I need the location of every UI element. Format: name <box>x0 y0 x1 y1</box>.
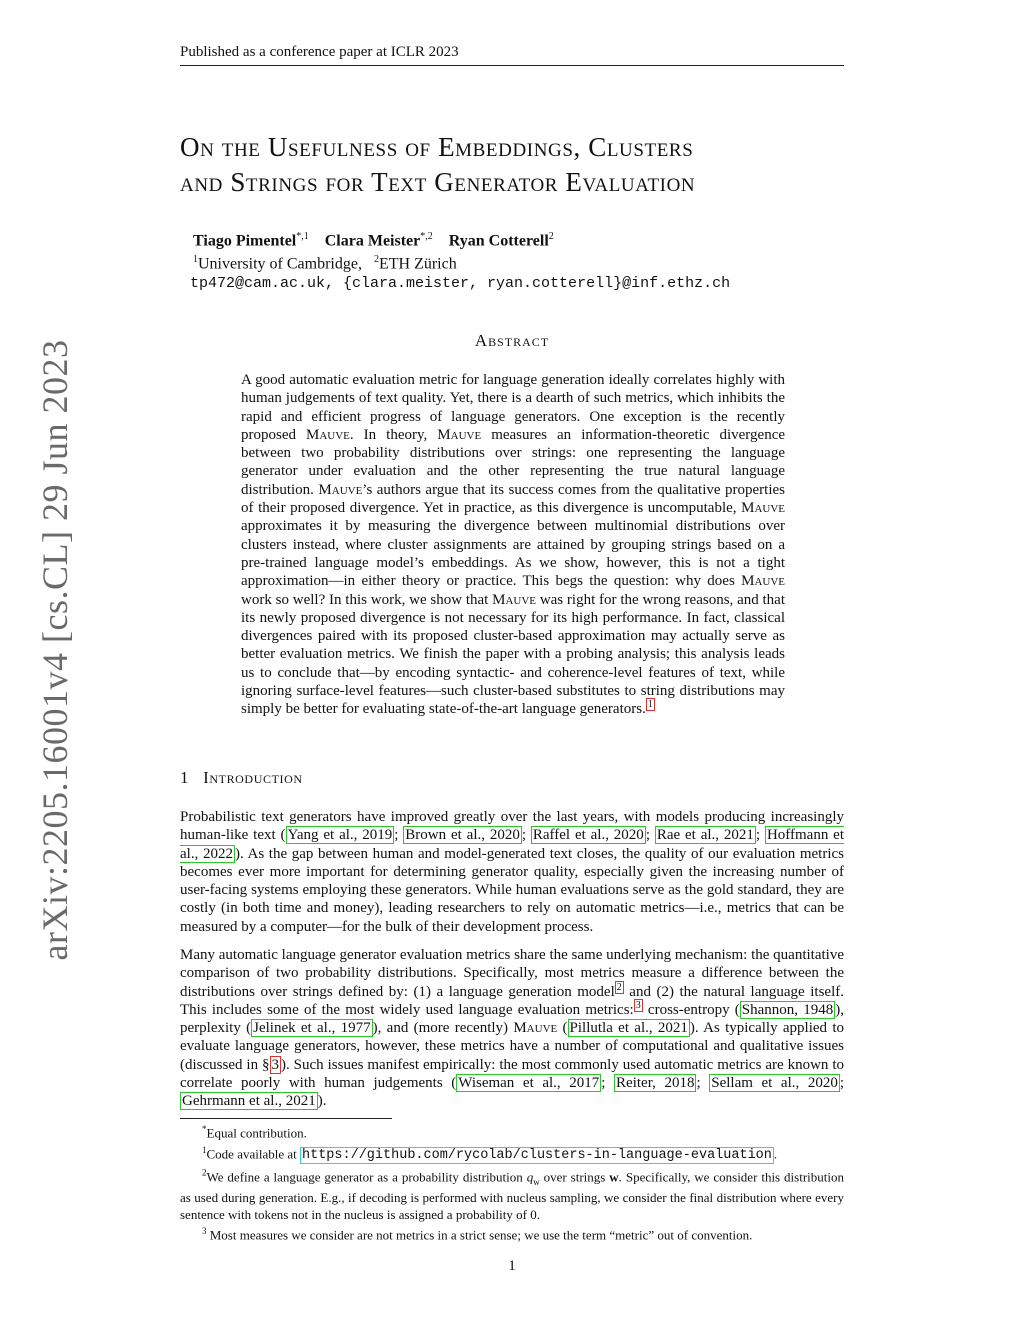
affiliation-2: ETH Zürich <box>378 255 457 273</box>
code-url-link[interactable]: https://github.com/rycolab/clusters-in-language-evaluation <box>302 1148 772 1164</box>
footnote-3 <box>180 1223 844 1244</box>
footnote-text: . <box>773 1146 778 1162</box>
footnote-text: Most measures we consider are not metrics in a strict sense; we use the term “metric” out of convention. <box>206 1227 753 1243</box>
footnote-2 <box>180 1165 844 1223</box>
footnote-link-3[interactable]: 3 <box>635 999 641 1011</box>
text-segment: and (2) the natural language itself. This includes some of the most widely used language evaluation metrics: <box>180 983 844 1018</box>
abstract-segment: was right for the wrong reasons, and that its newly proposed divergence is not necessary for its high performance. In fact, classical divergences paired with its proposed cluster-based approximation may actually serve as better evaluation metrics. We finish the paper with a probing analysis; this analysis leads us to conclude that—by encoding syntactic- and coherence-level features of text, while ignoring surface-level features—such cluster-based substitutes to string distributions may simply be better for evaluating state-of-the-art language generators. <box>241 591 786 718</box>
section-heading-introduction <box>180 768 303 788</box>
citation-separator: ; <box>521 827 531 844</box>
footnotes <box>180 1121 844 1244</box>
text-segment: ). As typically applied to evaluate language generators, however, these metrics have a number of computational and qualitative issues (discussed in § <box>180 1020 844 1073</box>
author-block <box>190 227 731 293</box>
footnote-link-2[interactable]: 2 <box>616 981 622 993</box>
citation-link[interactable]: Hoffmann et al., 2022 <box>180 827 844 862</box>
text-segment: ), perplexity ( <box>180 1001 845 1037</box>
citation-link[interactable]: Pillutla et al., 2021 <box>569 1020 688 1037</box>
citation-link[interactable]: Raffel et al., 2020 <box>532 827 644 844</box>
affiliation-mark: 2 <box>373 254 379 266</box>
author-names <box>193 227 730 250</box>
paper-title <box>180 130 860 200</box>
footnote-text: Equal contribution. <box>206 1125 307 1141</box>
mauve-term: Mauve <box>318 481 363 498</box>
affiliation-1: University of Cambridge, <box>198 255 362 273</box>
footnote-text: We define a language generator as a probability distribution <box>206 1168 527 1184</box>
abstract-text <box>241 371 785 719</box>
mauve-term: Mauve <box>437 426 482 443</box>
page-number: 1 <box>508 1258 516 1274</box>
citation-link[interactable]: Reiter, 2018 <box>616 1075 695 1092</box>
citation-separator: ; <box>394 827 404 844</box>
mauve-term: Mauve <box>513 1020 558 1037</box>
footnote-text: over strings <box>539 1168 610 1184</box>
footnote-divider <box>180 1118 392 1119</box>
title-line-2: and Strings for Text Generator Evaluation <box>180 167 696 197</box>
citation-link[interactable]: Sellam et al., 2020 <box>711 1075 838 1092</box>
arxiv-sidebar-stamp: arXiv:2205.16001v4 [cs.CL] 29 Jun 2023 <box>35 339 75 961</box>
title-line-1: On the Usefulness of Embeddings, Clusters <box>180 132 694 162</box>
mauve-term: Mauve <box>492 591 537 608</box>
author-emails[interactable]: tp472@cam.ac.uk, {clara.meister, ryan.cotterell}@inf.ethz.ch <box>190 274 731 292</box>
abstract-segment: work so well? In this work, we show that <box>241 591 493 608</box>
citation-separator: ; <box>755 827 765 844</box>
footnote-text: Code available at <box>206 1146 300 1162</box>
section-number: 1 <box>180 768 190 787</box>
mauve-term: Mauve <box>741 573 785 590</box>
citation-separator: ; <box>601 1075 615 1092</box>
author-mark: 2 <box>548 231 554 242</box>
footnote-mark: 1 <box>202 1144 207 1155</box>
footnote-1 <box>180 1142 844 1165</box>
citation-link[interactable]: Rae et al., 2021 <box>656 827 754 844</box>
affiliations <box>193 250 730 273</box>
author-name: Ryan Cotterell <box>448 232 549 250</box>
author-mark: *,2 <box>420 231 433 242</box>
footnote-mark: * <box>202 1124 207 1134</box>
author-mark: *,1 <box>296 231 309 242</box>
intro-paragraph-2 <box>180 946 844 1111</box>
citation-link[interactable]: Gehrmann et al., 2021 <box>182 1093 316 1110</box>
text-segment: ( <box>557 1020 568 1037</box>
author-name: Tiago Pimentel <box>193 232 297 250</box>
text-segment: Many automatic language generator evaluation metrics share the same underlying mechanism: the quantitative comparison of two probability distributions. Specifically, most metrics measure a difference between the distributions over strings defined by: (1) a language generation model <box>180 947 844 1000</box>
text-segment: ). As the gap between human and model-generated text closes, the quality of our evaluation metrics becomes ever more important for determining generator quality, especially given the increasing number of user-facing systems employing these generators. While human evaluations serve as the gold standard, they are costly (in both time and money), leading researchers to rely on automatic metrics—i.e., metrics that can be measured by a computer—for the bulk of their development process. <box>180 845 845 935</box>
venue-text: Published as a conference paper at ICLR 2023 <box>180 44 459 60</box>
footnote-mark: 3 <box>202 1226 207 1237</box>
text-segment: cross-entropy ( <box>642 1001 740 1018</box>
citation-separator: ; <box>645 827 655 844</box>
text-segment: ). Such issues manifest empirically: the most commonly used automatic metrics are known to correlate poorly with human judgements ( <box>180 1056 844 1092</box>
citation-link[interactable]: Yang et al., 2019 <box>287 827 393 844</box>
footnote-link-1[interactable]: 1 <box>647 699 653 711</box>
author-name: Clara Meister <box>324 232 421 250</box>
footnote-mark: 2 <box>202 1167 207 1178</box>
abstract-segment: approximates it by measuring the divergence between multinomial distributions over clusters instead, where cluster assignments are attained by grouping strings based on a pre-trained language model’s embeddings. As we show, however, this is not a tight approximation—in either theory or practice. This begs the question: why does <box>241 518 785 590</box>
citation-separator: ; <box>696 1075 710 1092</box>
mauve-term: Mauve <box>306 426 350 443</box>
citation-link[interactable]: Wiseman et al., 2017 <box>458 1075 600 1092</box>
footnote-equal-contribution <box>180 1121 844 1142</box>
text-segment: ), and (more recently) <box>372 1020 514 1037</box>
section-ref-link[interactable]: 3 <box>271 1056 280 1073</box>
citation-link[interactable]: Shannon, 1948 <box>741 1001 834 1018</box>
abstract-segment: . In theory, <box>349 426 438 443</box>
text-segment: Probabilistic text generators have improved greatly over the last years, with models producing increasingly human-like text ( <box>180 809 844 844</box>
affiliation-mark: 1 <box>193 254 198 266</box>
citation-link[interactable]: Brown et al., 2020 <box>405 827 520 844</box>
citation-separator: ; <box>839 1075 845 1092</box>
intro-paragraph-1 <box>180 808 844 936</box>
math-w: w <box>609 1168 619 1184</box>
abstract-heading: Abstract <box>474 331 550 350</box>
abstract-segment: A good automatic evaluation metric for language generation ideally correlates highly with human judgements of text quality. Yet, there is a dearth of such metrics, which inhibits the rapid and efficient progress of language generators. One exception is the recently proposed <box>241 372 785 443</box>
text-segment: ). <box>317 1093 327 1110</box>
running-header <box>180 44 844 66</box>
abstract-segment: ’s authors argue that its success comes from the qualitative properties of their proposed divergence. Yet in practice, as this divergence is uncomputable, <box>241 481 785 517</box>
abstract-segment: measures an information-theoretic divergence between two probability distributions over strings: one representing the language generator under evaluation and the other representing the true natural language distribution. <box>241 426 786 498</box>
citation-link[interactable]: Jelinek et al., 1977 <box>253 1020 371 1037</box>
mauve-term: Mauve <box>741 500 785 517</box>
section-title: Introduction <box>203 768 303 787</box>
footnote-text: . Specifically, we consider this distribution as used during generation. E.g., if decoding is performed with nucleus sampling, we consider the final distribution where every sentence with tokens not in the nucleus is assigned a probability of 0. <box>180 1168 844 1222</box>
math-subscript: w <box>533 1176 540 1187</box>
math-q: q <box>526 1168 534 1184</box>
